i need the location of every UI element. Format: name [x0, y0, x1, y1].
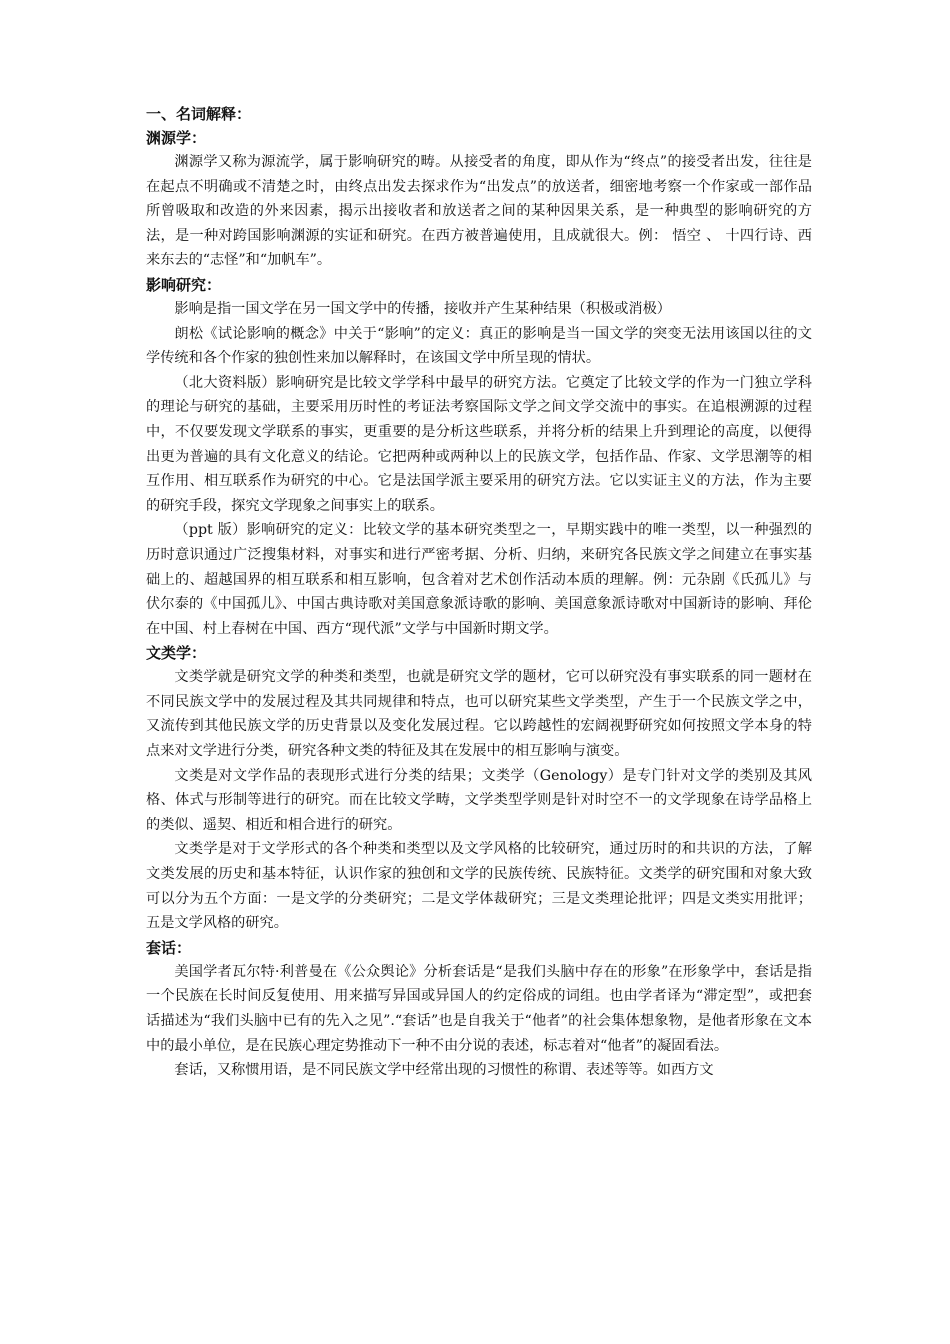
paragraph: 文类学是对于文学形式的各个种类和类型以及文学风格的比较研究，通过历时的和共识的方法，了解文类发展的历史和基本特征，认识作家的独创和文学的民族传统、民族特征。文类学的研究围和对象大致可以分为五个方面：一是文学的分类研究；二是文学体裁研究；三是文类理论批评；四是文类实用批评；五是文学风格的研究。	[146, 841, 812, 932]
paragraph: 文类学就是研究文学的种类和类型，也就是研究文学的题材，它可以研究没有事实联系的同一题材在不同民族文学中的发展过程及其共同规律和特点，也可以研究某些文学类型，产生于一个民族文学之中，又流传到其他民族文学的历史背景以及变化发展过程。它以跨越性的宏阔视野研究如何按照文学本身的特点来对文学进行分类，研究各种文类的特征及其在发展中的相互影响与演变。	[146, 669, 812, 760]
paragraph: 文类是对文学作品的表现形式进行分类的结果；文类学（Genology）是专门针对文学的类别及其风格、体式与形制等进行的研究。而在比较文学畴，文学类型学则是针对时空不一的文学现象在诗学品格上的类似、遥契、相近和相合进行的研究。	[146, 767, 812, 833]
paragraph: 朗松《试论影响的概念》中关于“影响”的定义：真正的影响是当一国文学的突变无法用该国以往的文学传统和各个作家的独创性来加以解释时，在该国文学中所呈现的情状。	[146, 325, 812, 367]
paragraph: 影响是指一国文学在另一国文学中的传播，接收并产生某种结果（积极或消极）	[174, 300, 671, 317]
paragraph: 渊源学又称为源流学，属于影响研究的畴。从接受者的角度，即从作为“终点”的接受者出发，往往是在起点不明确或不清楚之时，由终点出发去探求作为“出发点”的放送者，细密地考察一个作家或一部作品所曾吸取和改造的外来因素，揭示出接收者和放送者之间的某种因果关系，是一种典型的影响研究的方法，是一种对跨国影响渊源的实证和研究。在西方被普遍使用，且成就很大。例： 悟空 、 十四行诗、西来东去的“志怪”和“加帆车”。	[146, 154, 812, 269]
section-title: 影响研究：	[146, 275, 222, 294]
section-title: 渊源学：	[146, 129, 207, 147]
paragraph: （北大资料版）影响研究是比较文学学科中最早的研究方法。它奠定了比较文学的作为一门独立学科的理论与研究的基础，主要采用历时性的考证法考察国际文学之间文学交流中的事实。在追根溯源的过程中，不仅要发现文学联系的事实，更重要的是分析这些联系，并将分析的结果上升到理论的高度，以便得出更为普遍的具有文化意义的结论。它把两种或两种以上的民族文学，包括作品、作家、文学思潮等的相互作用、相互联系作为研究的中心。它是法国学派主要采用的研究方法。它以实证主义的方法，作为主要的研究手段，探究文学现象之间事实上的联系。	[146, 374, 812, 514]
section-title: 套话：	[146, 938, 192, 957]
section-yuanyuanxue	[146, 126, 812, 273]
section-taohua	[146, 936, 812, 1083]
main-heading: 一、名词解释：	[146, 105, 252, 123]
paragraph: 套话，又称惯用语，是不同民族文学中经常出现的习惯性的称谓、表述等等。如西方文	[174, 1062, 714, 1079]
section-title: 文类学：	[146, 644, 207, 663]
paragraph: 美国学者瓦尔特·利普曼在《公众舆论》分析套话是“是我们头脑中存在的形象”在形象学中，套话是指一个民族在长时间反复使用、用来描写异国或异国人的约定俗成的词组。也由学者译为“滞定型”，或把套话描述为“我们头脑中已有的先入之见”.“套话”也是自我关于“他者”的社会集体想象物，是他者形象在文本中的最小单位，是在民族心理定势推动下一种不由分说的表述，标志着对“他者”的凝固看法。	[146, 963, 812, 1054]
paragraph: （ppt 版）影响研究的定义：比较文学的基本研究类型之一，早期实践中的唯一类型，以一种强烈的历时意识通过广泛搜集材料，对事实和进行严密考据、分析、归纳，来研究各民族文学之间建立在事实基础上的、超越国界的相互联系和相互影响，包含着对艺术创作活动本质的理解。例：元杂剧《氏孤儿》与伏尔泰的《中国孤儿》、中国古典诗歌对美国意象派诗歌的影响、美国意象派诗歌对中国新诗的影响、拜伦在中国、村上春树在中国、西方“现代派”文学与中国新时期文学。	[146, 522, 812, 637]
section-yingxiang-yanjiu	[146, 273, 812, 641]
section-wenleixue	[146, 641, 812, 936]
